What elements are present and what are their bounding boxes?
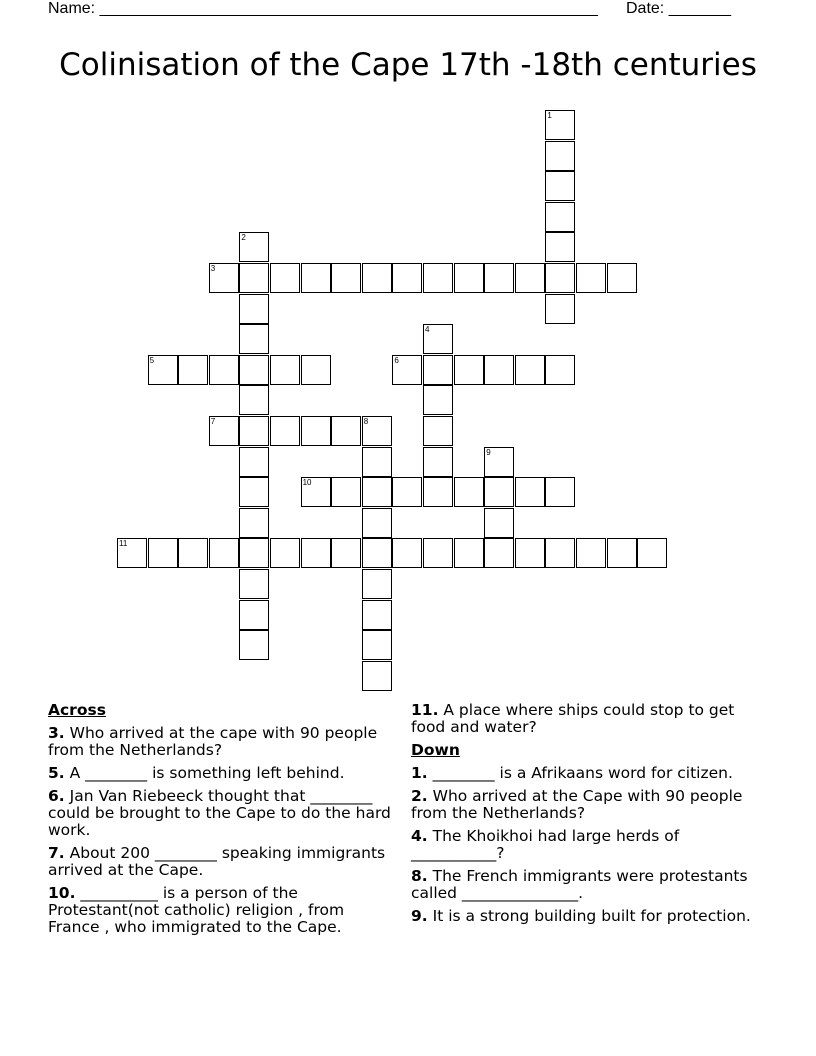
crossword-cell[interactable] bbox=[362, 508, 392, 538]
crossword-cell[interactable] bbox=[239, 294, 269, 324]
crossword-cell[interactable] bbox=[515, 355, 545, 385]
crossword-cell[interactable] bbox=[637, 538, 667, 568]
clue-across-7 bbox=[48, 845, 400, 879]
crossword-cell[interactable] bbox=[484, 263, 514, 293]
crossword-cell[interactable] bbox=[423, 385, 453, 415]
cell-number: 9 bbox=[486, 447, 491, 457]
crossword-cell[interactable] bbox=[239, 538, 269, 568]
crossword-cell[interactable] bbox=[423, 447, 453, 477]
cell-number: 11 bbox=[119, 539, 128, 549]
crossword-cell[interactable] bbox=[454, 263, 484, 293]
crossword-cell[interactable] bbox=[423, 477, 453, 507]
clue-text: __________ is a person of the Protestant(not catholic) religion , from France , who immigrated to the Cape. bbox=[48, 884, 345, 936]
crossword-cell[interactable] bbox=[239, 263, 269, 293]
crossword-cell[interactable] bbox=[362, 600, 392, 630]
crossword-cell[interactable] bbox=[515, 263, 545, 293]
crossword-cell[interactable] bbox=[484, 538, 514, 568]
crossword-cell[interactable] bbox=[239, 600, 269, 630]
crossword-cell[interactable] bbox=[545, 538, 575, 568]
clue-number: 9. bbox=[411, 907, 428, 925]
clue-text: It is a strong building built for protection. bbox=[432, 907, 751, 925]
crossword-cell[interactable] bbox=[515, 477, 545, 507]
clue-number: 11. bbox=[411, 701, 439, 719]
clues-left-column bbox=[48, 702, 400, 942]
crossword-cell[interactable] bbox=[209, 416, 239, 446]
crossword-cell[interactable] bbox=[454, 538, 484, 568]
cell-number: 7 bbox=[210, 417, 216, 426]
clue-text: ________ is a Afrikaans word for citizen. bbox=[432, 764, 733, 782]
cell-number: 2 bbox=[241, 233, 246, 243]
crossword-cell[interactable] bbox=[270, 538, 300, 568]
clue-number: 8. bbox=[411, 867, 428, 885]
clue-across-6 bbox=[48, 788, 400, 839]
crossword-cell[interactable] bbox=[484, 355, 514, 385]
clue-text: A ________ is something left behind. bbox=[69, 764, 345, 782]
crossword-cell[interactable] bbox=[270, 416, 300, 446]
cell-number: 4 bbox=[425, 325, 430, 335]
crossword-cell[interactable] bbox=[392, 538, 422, 568]
crossword-cell[interactable] bbox=[423, 538, 453, 568]
crossword-cell[interactable] bbox=[301, 416, 331, 446]
crossword-cell[interactable] bbox=[545, 202, 575, 232]
crossword-cell[interactable] bbox=[545, 232, 575, 262]
crossword-cell[interactable] bbox=[331, 538, 361, 568]
crossword-cell[interactable] bbox=[545, 141, 575, 171]
cell-number: 6 bbox=[394, 355, 399, 365]
crossword-cell[interactable] bbox=[545, 171, 575, 201]
clue-number: 1. bbox=[411, 764, 428, 782]
clue-text: Jan Van Riebeeck thought that ________ could be brought to the Cape to do the hard work. bbox=[48, 787, 391, 839]
crossword-cell[interactable] bbox=[239, 416, 269, 446]
crossword-cell[interactable] bbox=[239, 630, 269, 660]
clues-right-column bbox=[411, 702, 767, 931]
clue-number: 5. bbox=[48, 764, 65, 782]
crossword-cell[interactable] bbox=[239, 385, 269, 415]
cell-number: 3 bbox=[210, 264, 216, 273]
crossword-cell[interactable] bbox=[148, 355, 178, 385]
clue-text: Who arrived at the Cape with 90 people from the Netherlands? bbox=[411, 787, 743, 822]
crossword-cell[interactable] bbox=[484, 447, 514, 477]
crossword-cell[interactable] bbox=[607, 263, 637, 293]
crossword-cell[interactable] bbox=[362, 416, 392, 446]
crossword-cell[interactable] bbox=[270, 355, 300, 385]
crossword-cell[interactable] bbox=[545, 294, 575, 324]
clue-across-10 bbox=[48, 885, 400, 936]
crossword-cell[interactable] bbox=[239, 355, 269, 385]
clue-text: A place where ships could stop to get food and water? bbox=[411, 701, 735, 736]
clue-number: 4. bbox=[411, 827, 428, 845]
crossword-cell[interactable] bbox=[545, 477, 575, 507]
crossword-cell[interactable] bbox=[331, 477, 361, 507]
clue-text: About 200 ________ speaking immigrants arrived at the Cape. bbox=[48, 844, 386, 879]
crossword-cell[interactable] bbox=[423, 324, 453, 354]
clue-across-11 bbox=[411, 702, 767, 736]
crossword-cell[interactable] bbox=[545, 355, 575, 385]
crossword-cell[interactable] bbox=[392, 355, 422, 385]
crossword-cell[interactable] bbox=[362, 447, 392, 477]
clue-down-9 bbox=[411, 908, 767, 925]
cell-number: 10 bbox=[302, 478, 312, 488]
crossword-cell[interactable] bbox=[209, 355, 239, 385]
crossword-cell[interactable] bbox=[178, 538, 208, 568]
crossword-cell[interactable] bbox=[362, 263, 392, 293]
crossword-cell[interactable] bbox=[423, 355, 453, 385]
crossword-cell[interactable] bbox=[545, 110, 575, 140]
crossword-cell[interactable] bbox=[423, 263, 453, 293]
clue-down-1 bbox=[411, 765, 767, 782]
crossword-cell[interactable] bbox=[362, 569, 392, 599]
crossword-cell[interactable] bbox=[362, 477, 392, 507]
crossword-cell[interactable] bbox=[484, 508, 514, 538]
crossword-cell[interactable] bbox=[484, 477, 514, 507]
clue-text: The French immigrants were protestants called _______________. bbox=[411, 867, 748, 902]
clue-number: 3. bbox=[48, 724, 65, 742]
crossword-cell[interactable] bbox=[301, 477, 331, 507]
crossword-cell[interactable] bbox=[239, 477, 269, 507]
crossword-cell[interactable] bbox=[362, 661, 392, 691]
date-line[interactable]: Date: _______ bbox=[626, 0, 731, 17]
crossword-cell[interactable] bbox=[423, 416, 453, 446]
clue-text: Who arrived at the cape with 90 people from the Netherlands? bbox=[48, 724, 378, 759]
clue-number: 6. bbox=[48, 787, 65, 805]
crossword-cell[interactable] bbox=[178, 355, 208, 385]
crossword-cell[interactable] bbox=[148, 538, 178, 568]
crossword-cell[interactable] bbox=[301, 263, 331, 293]
crossword-cell[interactable] bbox=[117, 538, 147, 568]
crossword-cell[interactable] bbox=[362, 538, 392, 568]
clue-number: 2. bbox=[411, 787, 428, 805]
crossword-cell[interactable] bbox=[331, 263, 361, 293]
crossword-cell[interactable] bbox=[239, 569, 269, 599]
crossword-cell[interactable] bbox=[545, 263, 575, 293]
across-heading: Across bbox=[48, 701, 106, 719]
cell-number: 1 bbox=[547, 111, 552, 120]
clue-text: The Khoikhoi had large herds of ___________? bbox=[411, 827, 680, 862]
crossword-cell[interactable] bbox=[392, 263, 422, 293]
crossword-cell[interactable] bbox=[301, 538, 331, 568]
crossword-cell[interactable] bbox=[239, 324, 269, 354]
clue-across-5 bbox=[48, 765, 400, 782]
crossword-cell[interactable] bbox=[362, 630, 392, 660]
crossword-cell[interactable] bbox=[301, 355, 331, 385]
crossword-cell[interactable] bbox=[239, 447, 269, 477]
page-title: Colinisation of the Cape 17th -18th centuries bbox=[59, 47, 757, 83]
crossword-cell[interactable] bbox=[270, 263, 300, 293]
down-heading: Down bbox=[411, 741, 460, 759]
crossword-cell[interactable] bbox=[454, 477, 484, 507]
crossword-cell[interactable] bbox=[239, 232, 269, 262]
clue-number: 7. bbox=[48, 844, 65, 862]
crossword-cell[interactable] bbox=[607, 538, 637, 568]
crossword-cell[interactable] bbox=[331, 416, 361, 446]
crossword-cell[interactable] bbox=[209, 538, 239, 568]
clue-number: 10. bbox=[48, 884, 76, 902]
clue-down-4 bbox=[411, 828, 767, 862]
crossword-cell[interactable] bbox=[576, 538, 606, 568]
crossword-cell[interactable] bbox=[392, 477, 422, 507]
clue-across-3 bbox=[48, 725, 400, 759]
crossword-cell[interactable] bbox=[576, 263, 606, 293]
crossword-cell[interactable] bbox=[515, 538, 545, 568]
clue-down-8 bbox=[411, 868, 767, 902]
clue-down-2 bbox=[411, 788, 767, 822]
cell-number: 5 bbox=[149, 355, 155, 365]
crossword-cell[interactable] bbox=[209, 263, 239, 293]
crossword-cell[interactable] bbox=[454, 355, 484, 385]
name-line[interactable]: Name: ________________________________________________________ bbox=[48, 0, 598, 17]
crossword-cell[interactable] bbox=[239, 508, 269, 538]
cell-number: 8 bbox=[363, 417, 369, 426]
